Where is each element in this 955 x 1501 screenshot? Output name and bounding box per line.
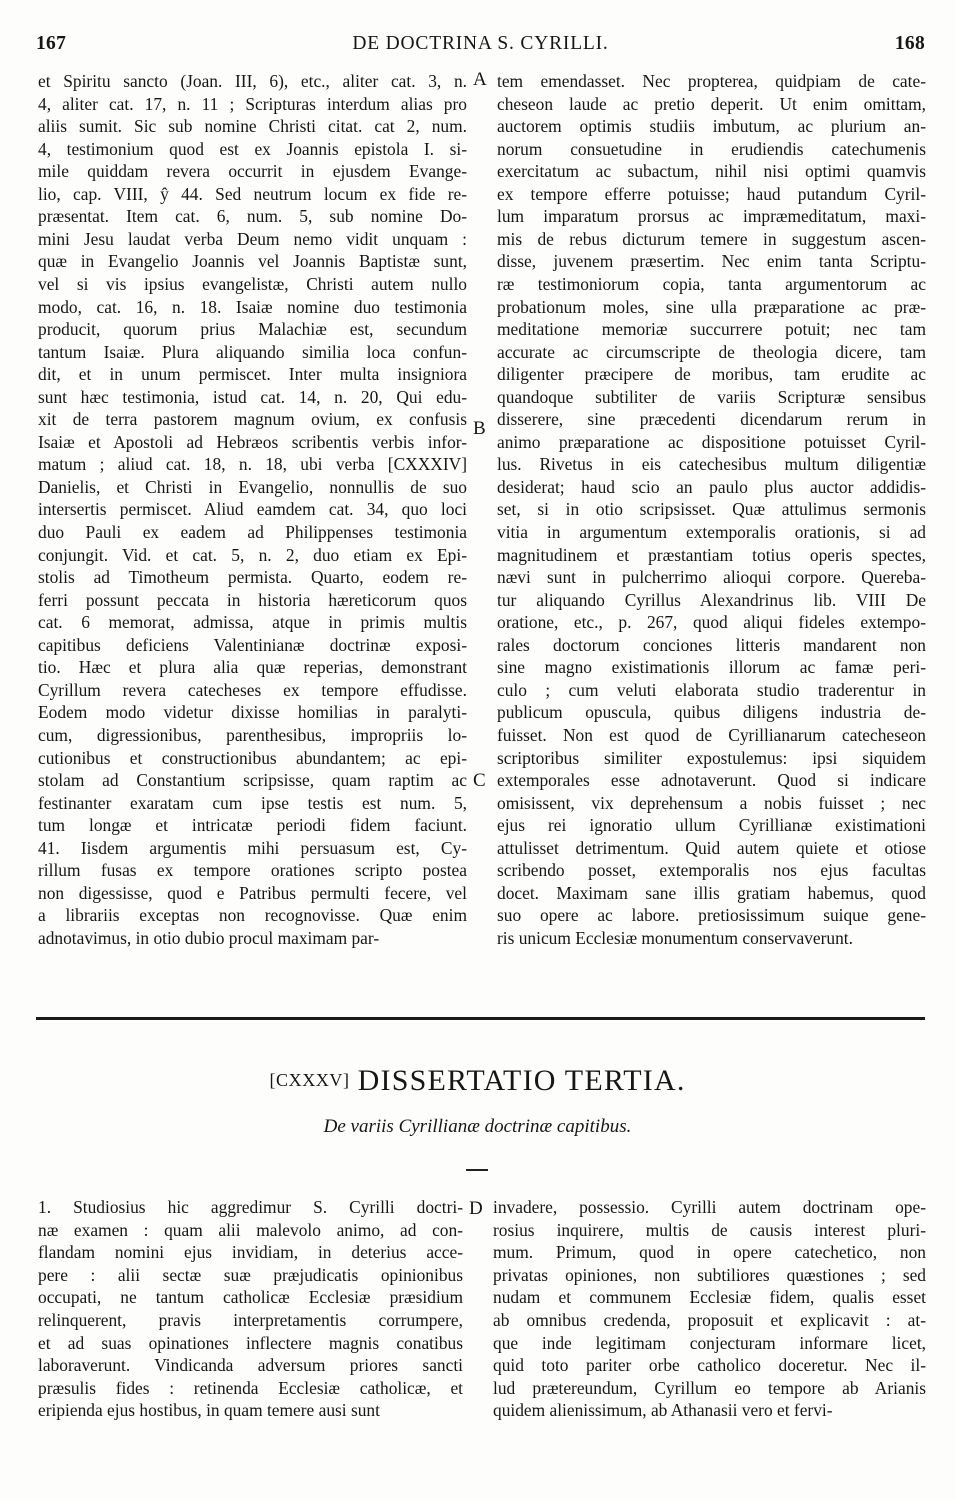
dissertation-heading xyxy=(0,1064,955,1098)
text-line: ejus rei ignoratio ullum Cyrillianæ existimationi xyxy=(497,815,926,836)
text-line: eripienda ejus hostibus, in quam temere ausi sunt xyxy=(38,1400,380,1421)
text-line: tantum Isaiæ. Plura aliquando similia loca confun- xyxy=(38,341,467,362)
text-line: ab omnibus credenda, proposuit et explicavit : at- xyxy=(493,1310,926,1330)
dissertation-title: DISSERTATIO TERTIA. xyxy=(357,1064,686,1097)
text-line: Cyrillum revera catecheses ex tempore effudisse. xyxy=(38,679,467,700)
text-line: flandam nomini ejus invidiam, in deterius acce- xyxy=(38,1242,463,1263)
text-line: extemporales esse adnotaverunt. Quod si indicare xyxy=(497,770,926,791)
text-line: non digessisse, quod e Patribus permulti fecere, vel xyxy=(38,882,467,903)
text-line: capitibus deficiens Valentinianæ doctrinæ exposi- xyxy=(38,634,467,655)
text-line: nudam et communem Ecclesiæ fidem, qualis esset xyxy=(493,1287,926,1308)
text-line: festinanter exaratam cum ipse testis est num. 5, xyxy=(38,792,467,813)
text-line: exercitatum ac subactum, nihil nisi optimi quamvis xyxy=(497,161,926,182)
text-line: a librariis exceptas non recognovisse. Quæ enim xyxy=(38,905,467,926)
text-line: oratione, etc., p. 267, quod aliqui fideles extempo- xyxy=(497,612,926,633)
text-line: adnotavimus, in otio dubio procul maximam par- xyxy=(38,927,380,948)
text-line: nævi sunt in pulcherrimo alioqui corpore. Quereba- xyxy=(497,567,926,588)
text-line: rosius inquirere, multis de causis interest pluri- xyxy=(493,1219,926,1240)
text-line: culo ; cum veluti elaborata studio traderentur in xyxy=(497,679,926,700)
text-line: cum, digressionibus, parenthesibus, impropriis lo- xyxy=(38,724,467,745)
text-line: lud prætereundum, Cyrillum eo tempore ab Arianis xyxy=(493,1377,926,1398)
text-line: rillum fusas ex tempore orationes scripto postea xyxy=(38,860,467,881)
text-line: rales doctorum conciones litteris mandarent non xyxy=(497,634,926,655)
text-line: lum imparatum prorsus ac impræmeditatum, maxi- xyxy=(497,206,926,227)
text-line: publicum opuscula, quibus diligens industria de- xyxy=(497,702,926,723)
title-dash xyxy=(466,1169,488,1171)
text-line: probationum moles, sine ulla præparatione ac præ- xyxy=(497,296,926,317)
text-line: 41. Iisdem argumentis mihi persuasum est, Cy- xyxy=(38,837,467,858)
page-number-right: 168 xyxy=(894,33,925,54)
text-line: disse, juvenem præsertim. Nec enim tanta Scriptu- xyxy=(497,251,926,272)
text-line: tur aliquando Cyrillus Alexandrinus lib. VIII De xyxy=(497,589,926,610)
text-line: præsentat. Item cat. 6, num. 5, sub nomine Do- xyxy=(38,206,467,227)
left-column-bottom xyxy=(38,1196,463,1426)
text-line: cutionibus et constructionibus abundantem; ac epi- xyxy=(38,747,467,768)
text-line: invadere, possessio. Cyrilli autem doctrinam ope- xyxy=(493,1197,926,1217)
text-line: stolis ad Timotheum permista. Quarto, eodem re- xyxy=(38,567,467,588)
text-line: quæ in Evangelio Joannis vel Joannis Baptistæ sunt, xyxy=(38,251,467,272)
text-line: sine magno existimationis illorum ac famæ peri- xyxy=(497,657,926,678)
text-line: 1. Studiosius hic aggredimur S. Cyrilli doctri- xyxy=(38,1197,463,1217)
text-line: que inde legitimam conjecturam informare licet, xyxy=(493,1332,926,1353)
text-line: disserere, sine præcedenti dicendarum rerum in xyxy=(497,409,926,430)
text-line: mis de rebus dicturum temere in suggestum ascen- xyxy=(497,228,926,249)
text-line: omisissent, vix deprehensum a nobis fuisset ; nec xyxy=(497,792,926,813)
text-line: auctorem optimis studiis imbutum, ac plurium an- xyxy=(497,116,926,137)
text-line: Isaiæ et Apostoli ad Hebræos scribentis verbis infor- xyxy=(38,431,467,452)
text-line: vitia in argumentum extemporalis orationis, si ad xyxy=(497,522,926,542)
text-line: sunt hæc testimonia, istud cat. 14, n. 20, Qui edu- xyxy=(38,386,467,407)
text-line: Danielis, et Christi in Evangelio, nonnullis de suo xyxy=(38,476,467,497)
text-line: duo Pauli ex eadem ad Philippenses testimonia xyxy=(38,522,467,542)
text-line: attulisset detrimentum. Quid autem quiete et otiose xyxy=(497,837,926,858)
text-line: præsulis fides : retinenda Ecclesiæ catholicæ, et xyxy=(38,1377,463,1398)
text-line: mum. Primum, quod in opere catechetico, non xyxy=(493,1242,926,1263)
text-line: meditatione memoriæ succurrere potuit; nec tam xyxy=(497,319,926,340)
section-marker-a: A xyxy=(473,69,487,90)
dissertation-number: [CXXXV] xyxy=(269,1070,350,1090)
text-line: privatas opiniones, non subtiliores quæstiones ; sed xyxy=(493,1264,926,1285)
text-line: desiderat; haud scio an paulo plus auctor addidis- xyxy=(497,476,926,497)
text-line: diligenter præcipere de moribus, tam erudite ac xyxy=(497,364,926,385)
text-line: modo, cat. 16, n. 18. Isaiæ nomine duo testimonia xyxy=(38,296,467,317)
text-line: et ad suas opinationes inflectere magnis conatibus xyxy=(38,1332,463,1353)
text-line: xit de terra pastorem magnum ovium, ex confusis xyxy=(38,409,467,430)
text-line: lus. Rivetus in eis catechesibus multum diligentiæ xyxy=(497,454,926,475)
text-line: 4, aliter cat. 17, n. 11 ; Scripturas interdum alias pro xyxy=(38,93,467,114)
text-line: ferri possunt peccata in historia hæreticorum quos xyxy=(38,589,467,610)
text-line: docet. Maximam sane illis gratiam habemus, quod xyxy=(497,882,926,903)
section-marker-c: C xyxy=(473,770,486,791)
text-line: quidem alienissimum, ab Athanasii vero et fervi- xyxy=(493,1400,833,1421)
text-line: set, si in otio scripsisset. Quæ attulimus sermonis xyxy=(497,499,926,520)
text-line: fuisset. Non est quod de Cyrillianarum catecheseon xyxy=(497,724,926,745)
text-line: mile quiddam revera occurrit in ejusdem Evange- xyxy=(38,161,467,182)
section-marker-b: B xyxy=(473,418,486,439)
text-line: vel si vis ipsius evangelistæ, Christi autem nullo xyxy=(38,273,467,294)
text-line: magnitudinem et præstantiam totius operis spectes, xyxy=(497,544,926,565)
text-line: ris unicum Ecclesiæ monumentum conservaverunt. xyxy=(497,927,853,948)
text-line: aliis sumit. Sic sub nomine Christi citat. cat 2, num. xyxy=(38,116,467,137)
text-line: cat. 6 memorat, admissa, atque in primis multis xyxy=(38,612,467,633)
text-line: cheseon laude ac pretio deperit. Ut enim omittam, xyxy=(497,93,926,114)
text-line: scriptoribus similiter expostulemus: ipsi siquidem xyxy=(497,747,926,768)
running-header xyxy=(36,33,925,59)
text-line: producit, quorum prius Malachiæ est, secundum xyxy=(38,319,467,340)
text-line: mini Jesu laudat verba Deum nemo vidit unquam : xyxy=(38,228,467,249)
text-line: suo opere ac labore. pretiosissimum suique gene- xyxy=(497,905,926,926)
text-line: tem emendasset. Nec propterea, quidpiam de cate- xyxy=(497,71,926,91)
text-line: lio, cap. VIII, ŷ 44. Sed neutrum locum ex fide re- xyxy=(38,183,467,204)
text-line: Eodem modo videtur dixisse homilias in paralyti- xyxy=(38,702,467,723)
left-column-top xyxy=(38,70,467,960)
text-line: relinquerent, pravis interpretamentis corrumpere, xyxy=(38,1310,463,1330)
text-line: intersertis permiscet. Aliud eamdem cat. 34, quo loci xyxy=(38,499,467,520)
dissertation-subtitle: De variis Cyrillianæ doctrinæ capitibus. xyxy=(323,1116,632,1137)
text-line: scribendo posset, extemporalis nos ejus facultas xyxy=(497,860,926,881)
text-line: matum ; aliud cat. 18, n. 18, ubi verba [CXXXIV] xyxy=(38,454,467,475)
section-marker-d: D xyxy=(469,1198,483,1219)
text-line: næ examen : quam alii malevolo animo, ad con- xyxy=(38,1219,463,1240)
text-line: pere : alii sectæ suæ præjudicatis opinionibus xyxy=(38,1264,463,1285)
text-line: 4, testimonium quod est ex Joannis epistola I. si- xyxy=(38,138,467,159)
text-line: conjungit. Vid. et cat. 5, n. 2, duo etiam ex Epi- xyxy=(38,544,467,565)
text-line: animo præparatione ac dispositione potuisset Cyril- xyxy=(497,431,926,452)
right-column-bottom xyxy=(493,1196,926,1426)
running-title: DE DOCTRINA S. CYRILLI. xyxy=(352,33,609,54)
text-line: quid toto pariter orbe catholico doceretur. Nec il- xyxy=(493,1355,926,1376)
text-line: laboraverunt. Vindicanda adversum priores sancti xyxy=(38,1355,463,1376)
text-line: accurate ac circumscripte de theologia dicere, tam xyxy=(497,341,926,362)
text-line: et Spiritu sancto (Joan. III, 6), etc., aliter cat. 3, n. xyxy=(38,71,467,91)
text-line: ræ testimoniorum copia, tanta argumentorum ac xyxy=(497,273,926,294)
text-line: quandoque subtiliter de variis Scripturæ sensibus xyxy=(497,386,926,407)
text-line: stolam ad Constantium scripsisse, quam raptim ac xyxy=(38,770,467,791)
text-line: ex tempore efferre potuisse; haud putandum Cyril- xyxy=(497,183,926,204)
text-line: dit, et in unum permiscet. Inter multa insigniora xyxy=(38,364,467,385)
text-line: tio. Hæc et plura alia quæ reperias, demonstrant xyxy=(38,657,467,678)
page-number-left: 167 xyxy=(36,33,67,54)
text-line: occupati, ne tantum catholicæ Ecclesiæ præsidium xyxy=(38,1287,463,1308)
section-divider xyxy=(36,1017,925,1020)
text-line: tum longæ et intricatæ periodi fidem faciunt. xyxy=(38,815,467,836)
text-line: norum consuetudine in erudiendis catechumenis xyxy=(497,138,926,159)
right-column-top xyxy=(497,70,926,960)
